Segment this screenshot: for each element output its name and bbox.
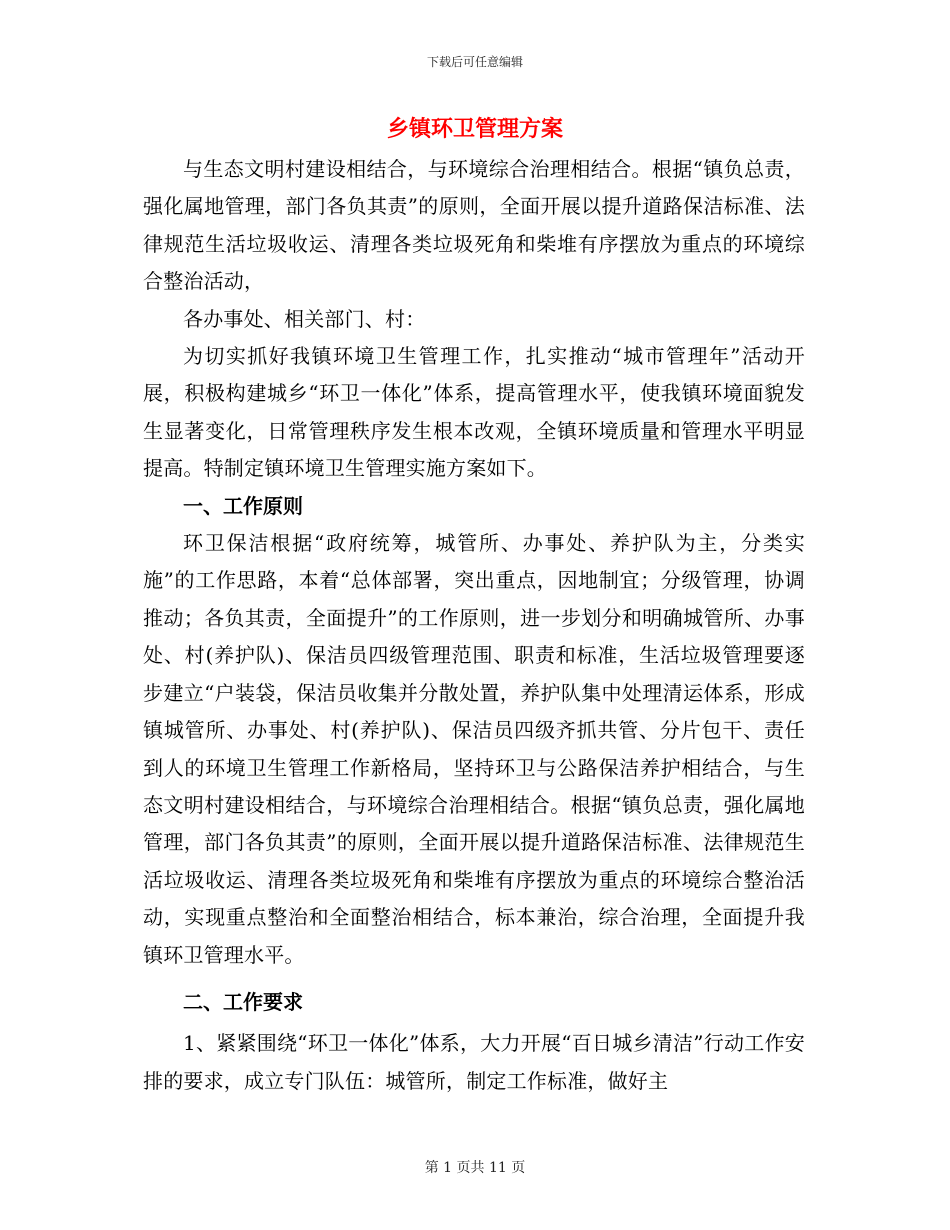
paragraph-purpose: 为切实抓好我镇环境卫生管理工作，扎实推动“城市管理年”活动开展，积极构建城乡“环卫一体化”体系，提高管理水平，使我镇环境面貌发生显著变化，日常管理秩序发生根本改观，全镇环境质量和管理水平明显提高。特制定镇环境卫生管理实施方案如下。 [143,344,805,481]
page-footer: 第 1 页共 11 页 [424,1160,526,1176]
paragraph-requirement-1: 1、紧紧围绕“环卫一体化”体系，大力开展“百日城乡清洁”行动工作安排的要求，成立专门队伍：城管所，制定工作标准，做好主 [143,1031,805,1093]
page-header-note: 下载后可任意编辑 [426,55,523,69]
paragraph-principles: 环卫保洁根据“政府统筹，城管所、办事处、养护队为主，分类实施”的工作思路，本着“总体部署，突出重点，因地制宜；分级管理，协调推动；各负其责，全面提升”的工作原则，进一步划分和明确城管所、办事处、村(养护队)、保洁员四级管理范围、职责和标准，生活垃圾管理要逐步建立“户装袋，保洁员收集并分散处置，养护队集中处理清运体系，形成镇城管所、办事处、村(养护队)、保洁员四级齐抓共管、分片包干、责任到人的环境卫生管理工作新格局，坚持环卫与公路保洁养护相结合，与生态文明村建设相结合，与环境综合治理相结合。根据“镇负总责，强化属地管理，部门各负其责”的原则，全面开展以提升道路保洁标准、法律规范生活垃圾收运、清理各类垃圾死角和柴堆有序摆放为重点的环境综合整治活动，实现重点整治和全面整治相结合，标本兼治，综合治理，全面提升我镇环卫管理水平。 [143,531,805,967]
document-body [143,151,805,1100]
section-heading-principles: 一、工作原则 [183,493,303,518]
paragraph-intro-continuation: 与生态文明村建设相结合，与环境综合治理相结合。根据“镇负总责，强化属地管理，部门各负其责”的原则，全面开展以提升道路保洁标准、法律规范生活垃圾收运、清理各类垃圾死角和柴堆有序摆放为重点的环境综合整治活动， [143,157,805,294]
paragraph-salutation: 各办事处、相关部门、村： [183,306,426,331]
section-heading-requirements: 二、工作要求 [183,989,303,1014]
document-title: 乡镇环卫管理方案 [386,116,563,142]
